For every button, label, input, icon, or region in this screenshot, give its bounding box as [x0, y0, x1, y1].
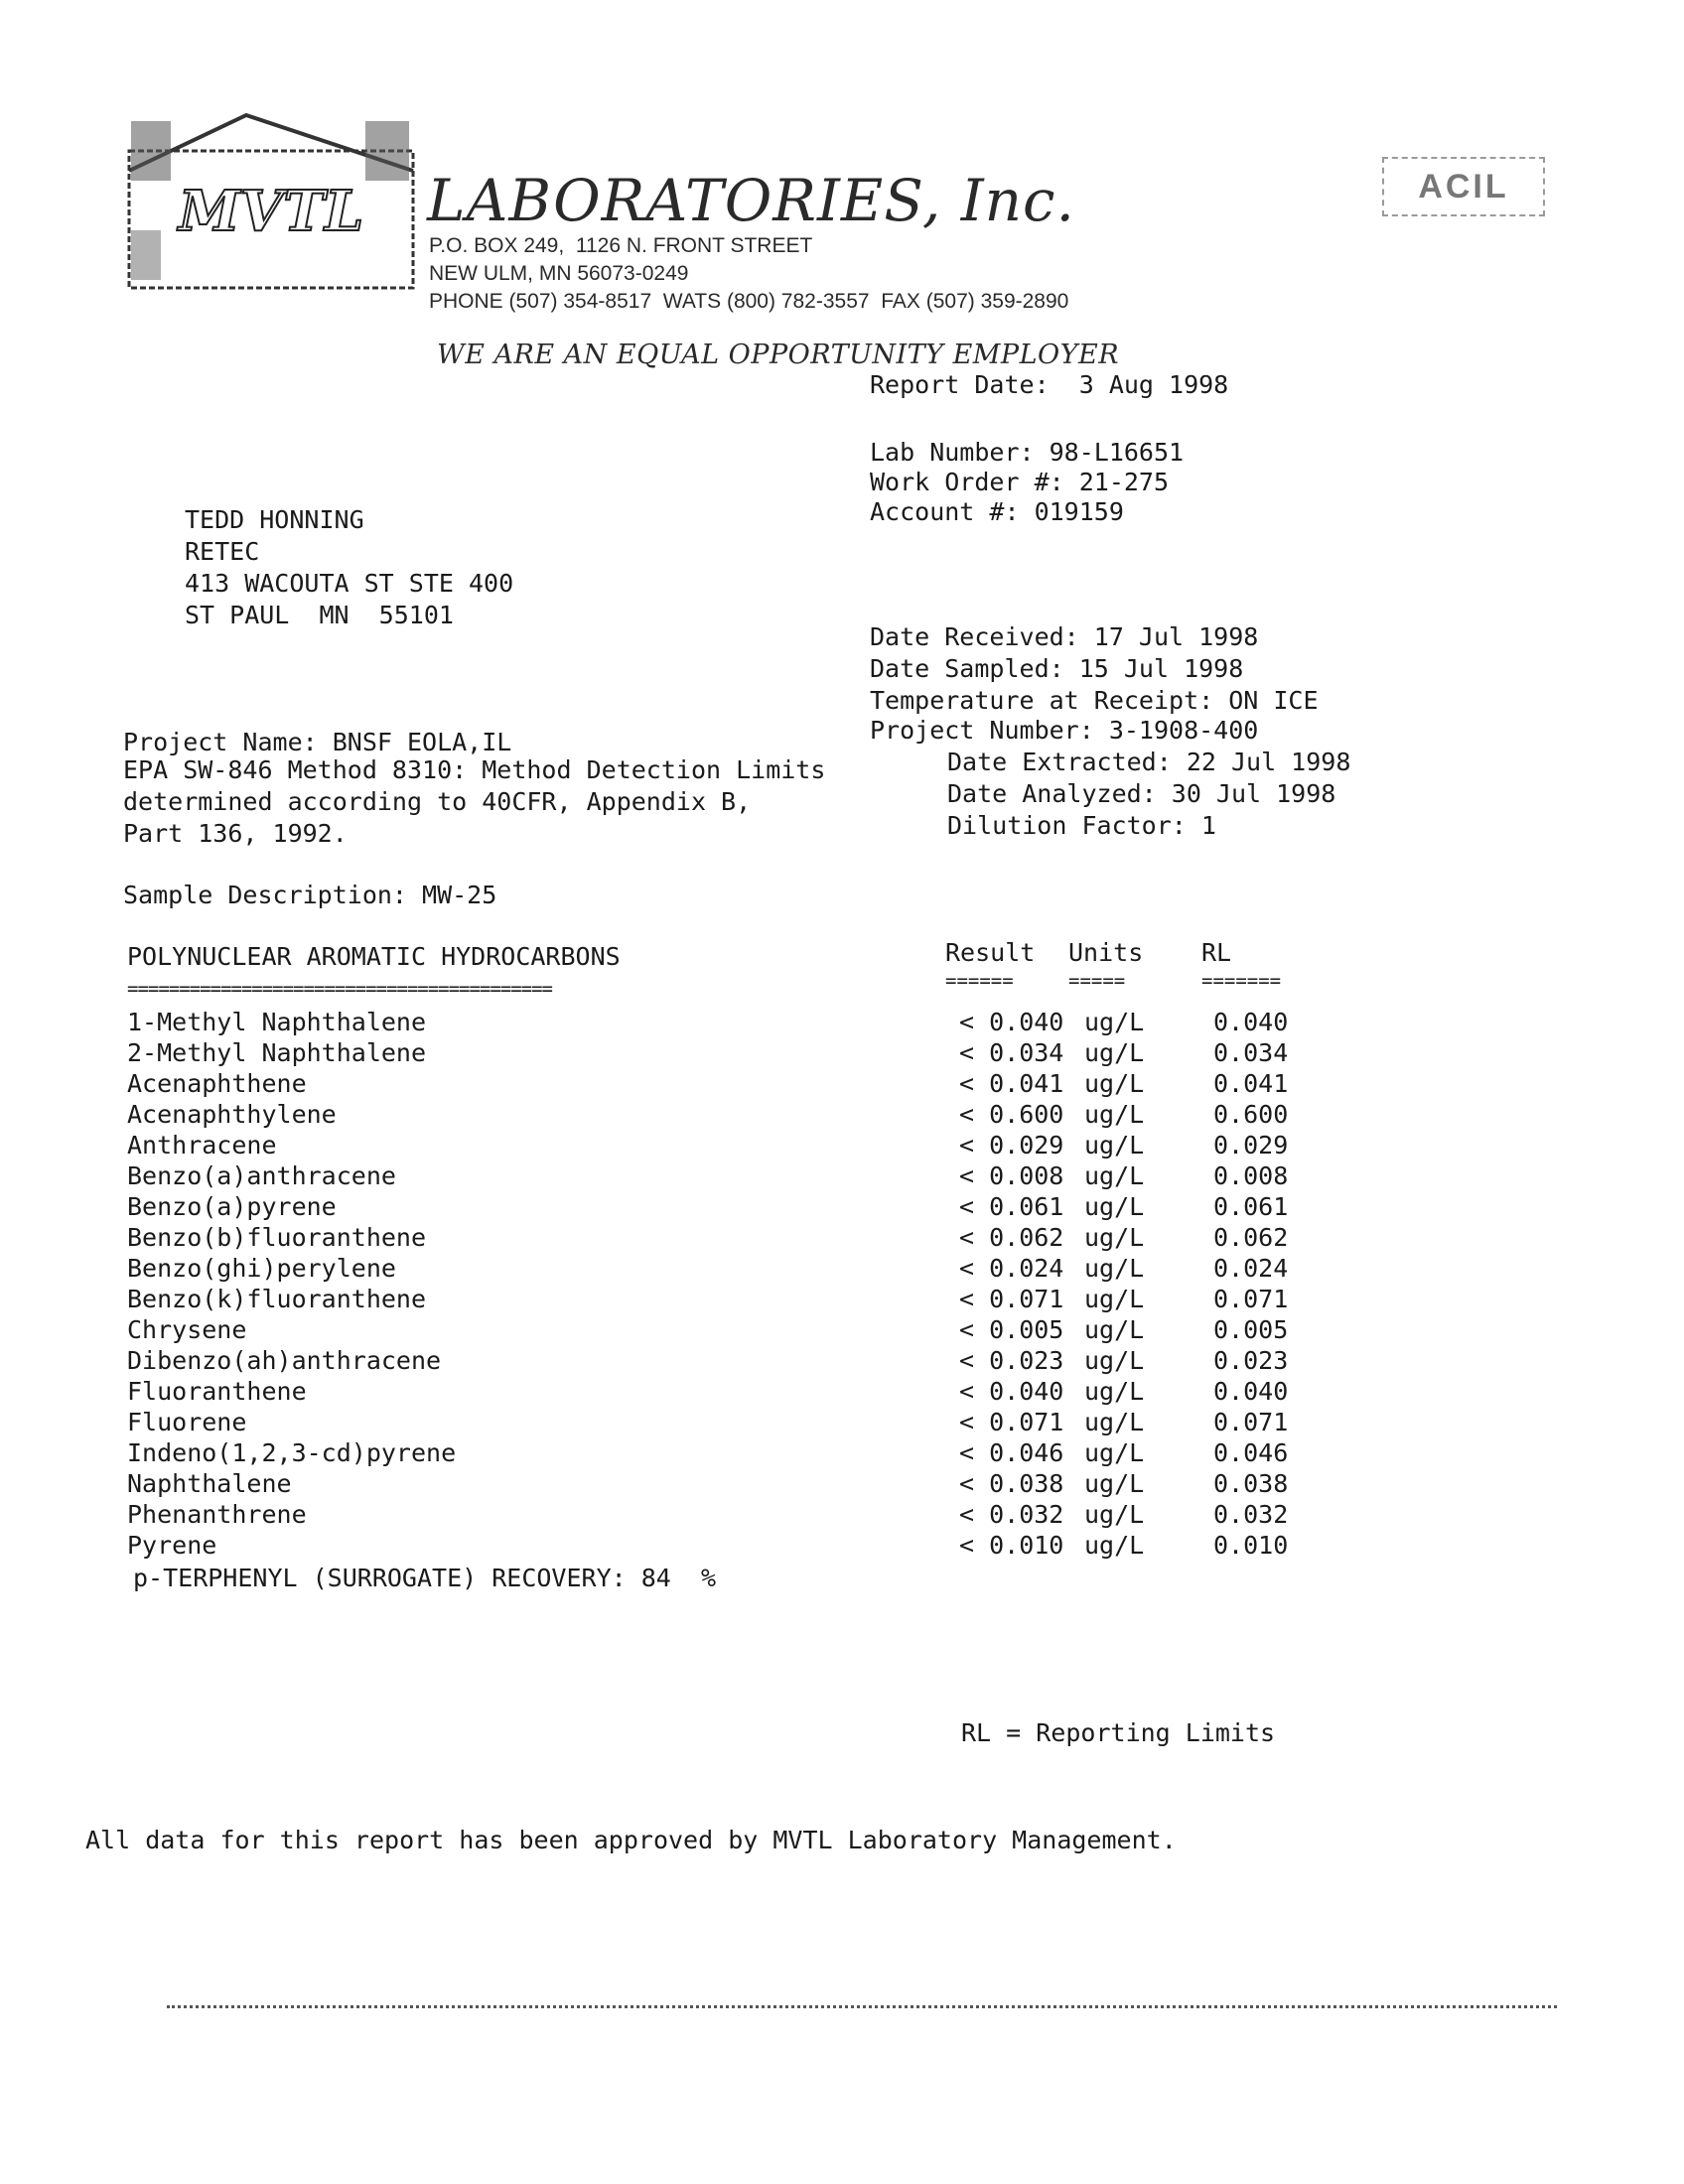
- units-value: ug/L: [1084, 1192, 1145, 1221]
- result-value: < 0.005: [959, 1315, 1064, 1344]
- table-row: [127, 1345, 1517, 1377]
- result-value: < 0.010: [959, 1531, 1064, 1560]
- analyte-name: Benzo(k)fluoranthene: [127, 1285, 427, 1313]
- units-value: ug/L: [1084, 1500, 1145, 1529]
- units-value: ug/L: [1084, 1377, 1145, 1406]
- date-analyzed: Date Analyzed: 30 Jul 1998: [947, 779, 1336, 808]
- units-value: ug/L: [1084, 1285, 1145, 1313]
- table-row: [127, 1222, 1517, 1254]
- table-heading-rule: =========================================: [127, 978, 552, 1000]
- table-row: [127, 1130, 1517, 1161]
- approval-statement: All data for this report has been approved by MVTL Laboratory Management.: [85, 1826, 1177, 1854]
- units-value: ug/L: [1084, 1346, 1145, 1375]
- units-value: ug/L: [1084, 1131, 1145, 1160]
- column-rule-result: ======: [945, 970, 1014, 992]
- footer-fine-print-rule: [167, 2005, 1557, 2012]
- rl-value: 0.071: [1213, 1408, 1289, 1436]
- date-sampled: Date Sampled: 15 Jul 1998: [870, 654, 1244, 683]
- rl-value: 0.062: [1213, 1223, 1289, 1252]
- client-company: RETEC: [185, 537, 260, 566]
- rl-value: 0.040: [1213, 1377, 1289, 1406]
- result-value: < 0.046: [959, 1438, 1064, 1467]
- result-value: < 0.034: [959, 1038, 1064, 1067]
- analyte-name: Naphthalene: [127, 1469, 292, 1498]
- rl-value: 0.005: [1213, 1315, 1289, 1344]
- result-value: < 0.038: [959, 1469, 1064, 1498]
- client-city: ST PAUL MN 55101: [185, 601, 454, 629]
- rl-value: 0.008: [1213, 1161, 1289, 1190]
- analyte-name: Dibenzo(ah)anthracene: [127, 1346, 442, 1375]
- rl-value: 0.024: [1213, 1254, 1289, 1283]
- result-value: < 0.024: [959, 1254, 1064, 1283]
- company-phones: PHONE (507) 354-8517 WATS (800) 782-3557 FAX (507) 359-2890: [429, 290, 1069, 313]
- table-row: [127, 1468, 1517, 1500]
- analyte-name: Acenaphthene: [127, 1069, 307, 1098]
- units-value: ug/L: [1084, 1100, 1145, 1129]
- rl-value: 0.061: [1213, 1192, 1289, 1221]
- table-row: [127, 1253, 1517, 1285]
- project-name: Project Name: BNSF EOLA,IL: [123, 728, 512, 756]
- company-address-line1: P.O. BOX 249, 1126 N. FRONT STREET: [429, 234, 813, 257]
- company-address-line2: NEW ULM, MN 56073-0249: [429, 262, 689, 285]
- table-row: [127, 1407, 1517, 1438]
- column-rule-rl: =======: [1201, 970, 1282, 992]
- client-name: TEDD HONNING: [185, 505, 364, 534]
- analyte-name: Benzo(a)pyrene: [127, 1192, 337, 1221]
- analyte-name: Acenaphthylene: [127, 1100, 337, 1129]
- rl-value: 0.046: [1213, 1438, 1289, 1467]
- analyte-name: Phenanthrene: [127, 1500, 307, 1529]
- acil-member-badge: ACIL: [1382, 157, 1545, 216]
- project-number: Project Number: 3-1908-400: [870, 716, 1259, 745]
- table-row: [127, 1376, 1517, 1408]
- date-extracted: Date Extracted: 22 Jul 1998: [947, 748, 1351, 776]
- units-value: ug/L: [1084, 1008, 1145, 1036]
- dilution-factor: Dilution Factor: 1: [947, 811, 1216, 840]
- table-row: [127, 1530, 1517, 1562]
- analyte-name: 1-Methyl Naphthalene: [127, 1008, 427, 1036]
- surrogate-recovery: p-TERPHENYL (SURROGATE) RECOVERY: 84 %: [133, 1564, 716, 1592]
- result-value: < 0.062: [959, 1223, 1064, 1252]
- rl-definition: RL = Reporting Limits: [961, 1718, 1276, 1747]
- units-value: ug/L: [1084, 1408, 1145, 1436]
- work-order: Work Order #: 21-275: [870, 468, 1170, 496]
- units-value: ug/L: [1084, 1438, 1145, 1467]
- table-row: [127, 1499, 1517, 1531]
- date-received: Date Received: 17 Jul 1998: [870, 622, 1259, 651]
- column-header-units: Units: [1068, 938, 1144, 967]
- rl-value: 0.600: [1213, 1100, 1289, 1129]
- result-value: < 0.008: [959, 1161, 1064, 1190]
- rl-value: 0.071: [1213, 1285, 1289, 1313]
- units-value: ug/L: [1084, 1038, 1145, 1067]
- company-logo: [127, 111, 415, 290]
- result-value: < 0.023: [959, 1346, 1064, 1375]
- result-value: < 0.071: [959, 1285, 1064, 1313]
- analyte-name: 2-Methyl Naphthalene: [127, 1038, 427, 1067]
- rl-value: 0.032: [1213, 1500, 1289, 1529]
- rl-value: 0.010: [1213, 1531, 1289, 1560]
- sample-description: Sample Description: MW-25: [123, 881, 497, 909]
- method-line-3: Part 136, 1992.: [123, 819, 348, 848]
- units-value: ug/L: [1084, 1223, 1145, 1252]
- table-row: [127, 1160, 1517, 1192]
- result-value: < 0.040: [959, 1377, 1064, 1406]
- logo-text: MVTL: [178, 179, 364, 244]
- method-line-1: EPA SW-846 Method 8310: Method Detection Limits: [123, 755, 826, 784]
- table-row: [127, 1314, 1517, 1346]
- method-line-2: determined according to 40CFR, Appendix B,: [123, 787, 752, 816]
- result-value: < 0.061: [959, 1192, 1064, 1221]
- column-header-rl: RL: [1201, 938, 1232, 967]
- rl-value: 0.023: [1213, 1346, 1289, 1375]
- units-value: ug/L: [1084, 1254, 1145, 1283]
- result-value: < 0.029: [959, 1131, 1064, 1160]
- result-value: < 0.032: [959, 1500, 1064, 1529]
- analyte-name: Indeno(1,2,3-cd)pyrene: [127, 1438, 457, 1467]
- analyte-name: Pyrene: [127, 1531, 217, 1560]
- analyte-name: Benzo(ghi)perylene: [127, 1254, 396, 1283]
- rl-value: 0.029: [1213, 1131, 1289, 1160]
- equal-opportunity-statement: WE ARE AN EQUAL OPPORTUNITY EMPLOYER: [437, 340, 1120, 370]
- table-row: [127, 1284, 1517, 1315]
- result-value: < 0.041: [959, 1069, 1064, 1098]
- rl-value: 0.038: [1213, 1469, 1289, 1498]
- table-row: [127, 1437, 1517, 1469]
- analyte-name: Benzo(a)anthracene: [127, 1161, 396, 1190]
- report-date: Report Date: 3 Aug 1998: [870, 370, 1229, 399]
- units-value: ug/L: [1084, 1469, 1145, 1498]
- company-name: LABORATORIES, Inc.: [427, 167, 1075, 234]
- rl-value: 0.040: [1213, 1008, 1289, 1036]
- temperature-at-receipt: Temperature at Receipt: ON ICE: [870, 686, 1319, 715]
- column-rule-units: =====: [1068, 970, 1126, 992]
- rl-value: 0.041: [1213, 1069, 1289, 1098]
- analyte-name: Chrysene: [127, 1315, 247, 1344]
- table-row: [127, 1007, 1517, 1038]
- result-value: < 0.071: [959, 1408, 1064, 1436]
- column-header-result: Result: [945, 938, 1036, 967]
- units-value: ug/L: [1084, 1315, 1145, 1344]
- table-row: [127, 1191, 1517, 1223]
- table-row: [127, 1068, 1517, 1100]
- table-heading: POLYNUCLEAR AROMATIC HYDROCARBONS: [127, 942, 621, 971]
- client-street: 413 WACOUTA ST STE 400: [185, 569, 514, 598]
- units-value: ug/L: [1084, 1069, 1145, 1098]
- analyte-name: Benzo(b)fluoranthene: [127, 1223, 427, 1252]
- account-number: Account #: 019159: [870, 497, 1124, 526]
- table-row: [127, 1037, 1517, 1069]
- result-value: < 0.040: [959, 1008, 1064, 1036]
- table-row: [127, 1099, 1517, 1131]
- analyte-name: Fluorene: [127, 1408, 247, 1436]
- rl-value: 0.034: [1213, 1038, 1289, 1067]
- analyte-name: Anthracene: [127, 1131, 277, 1160]
- units-value: ug/L: [1084, 1531, 1145, 1560]
- result-value: < 0.600: [959, 1100, 1064, 1129]
- units-value: ug/L: [1084, 1161, 1145, 1190]
- analyte-name: Fluoranthene: [127, 1377, 307, 1406]
- lab-number: Lab Number: 98-L16651: [870, 438, 1185, 467]
